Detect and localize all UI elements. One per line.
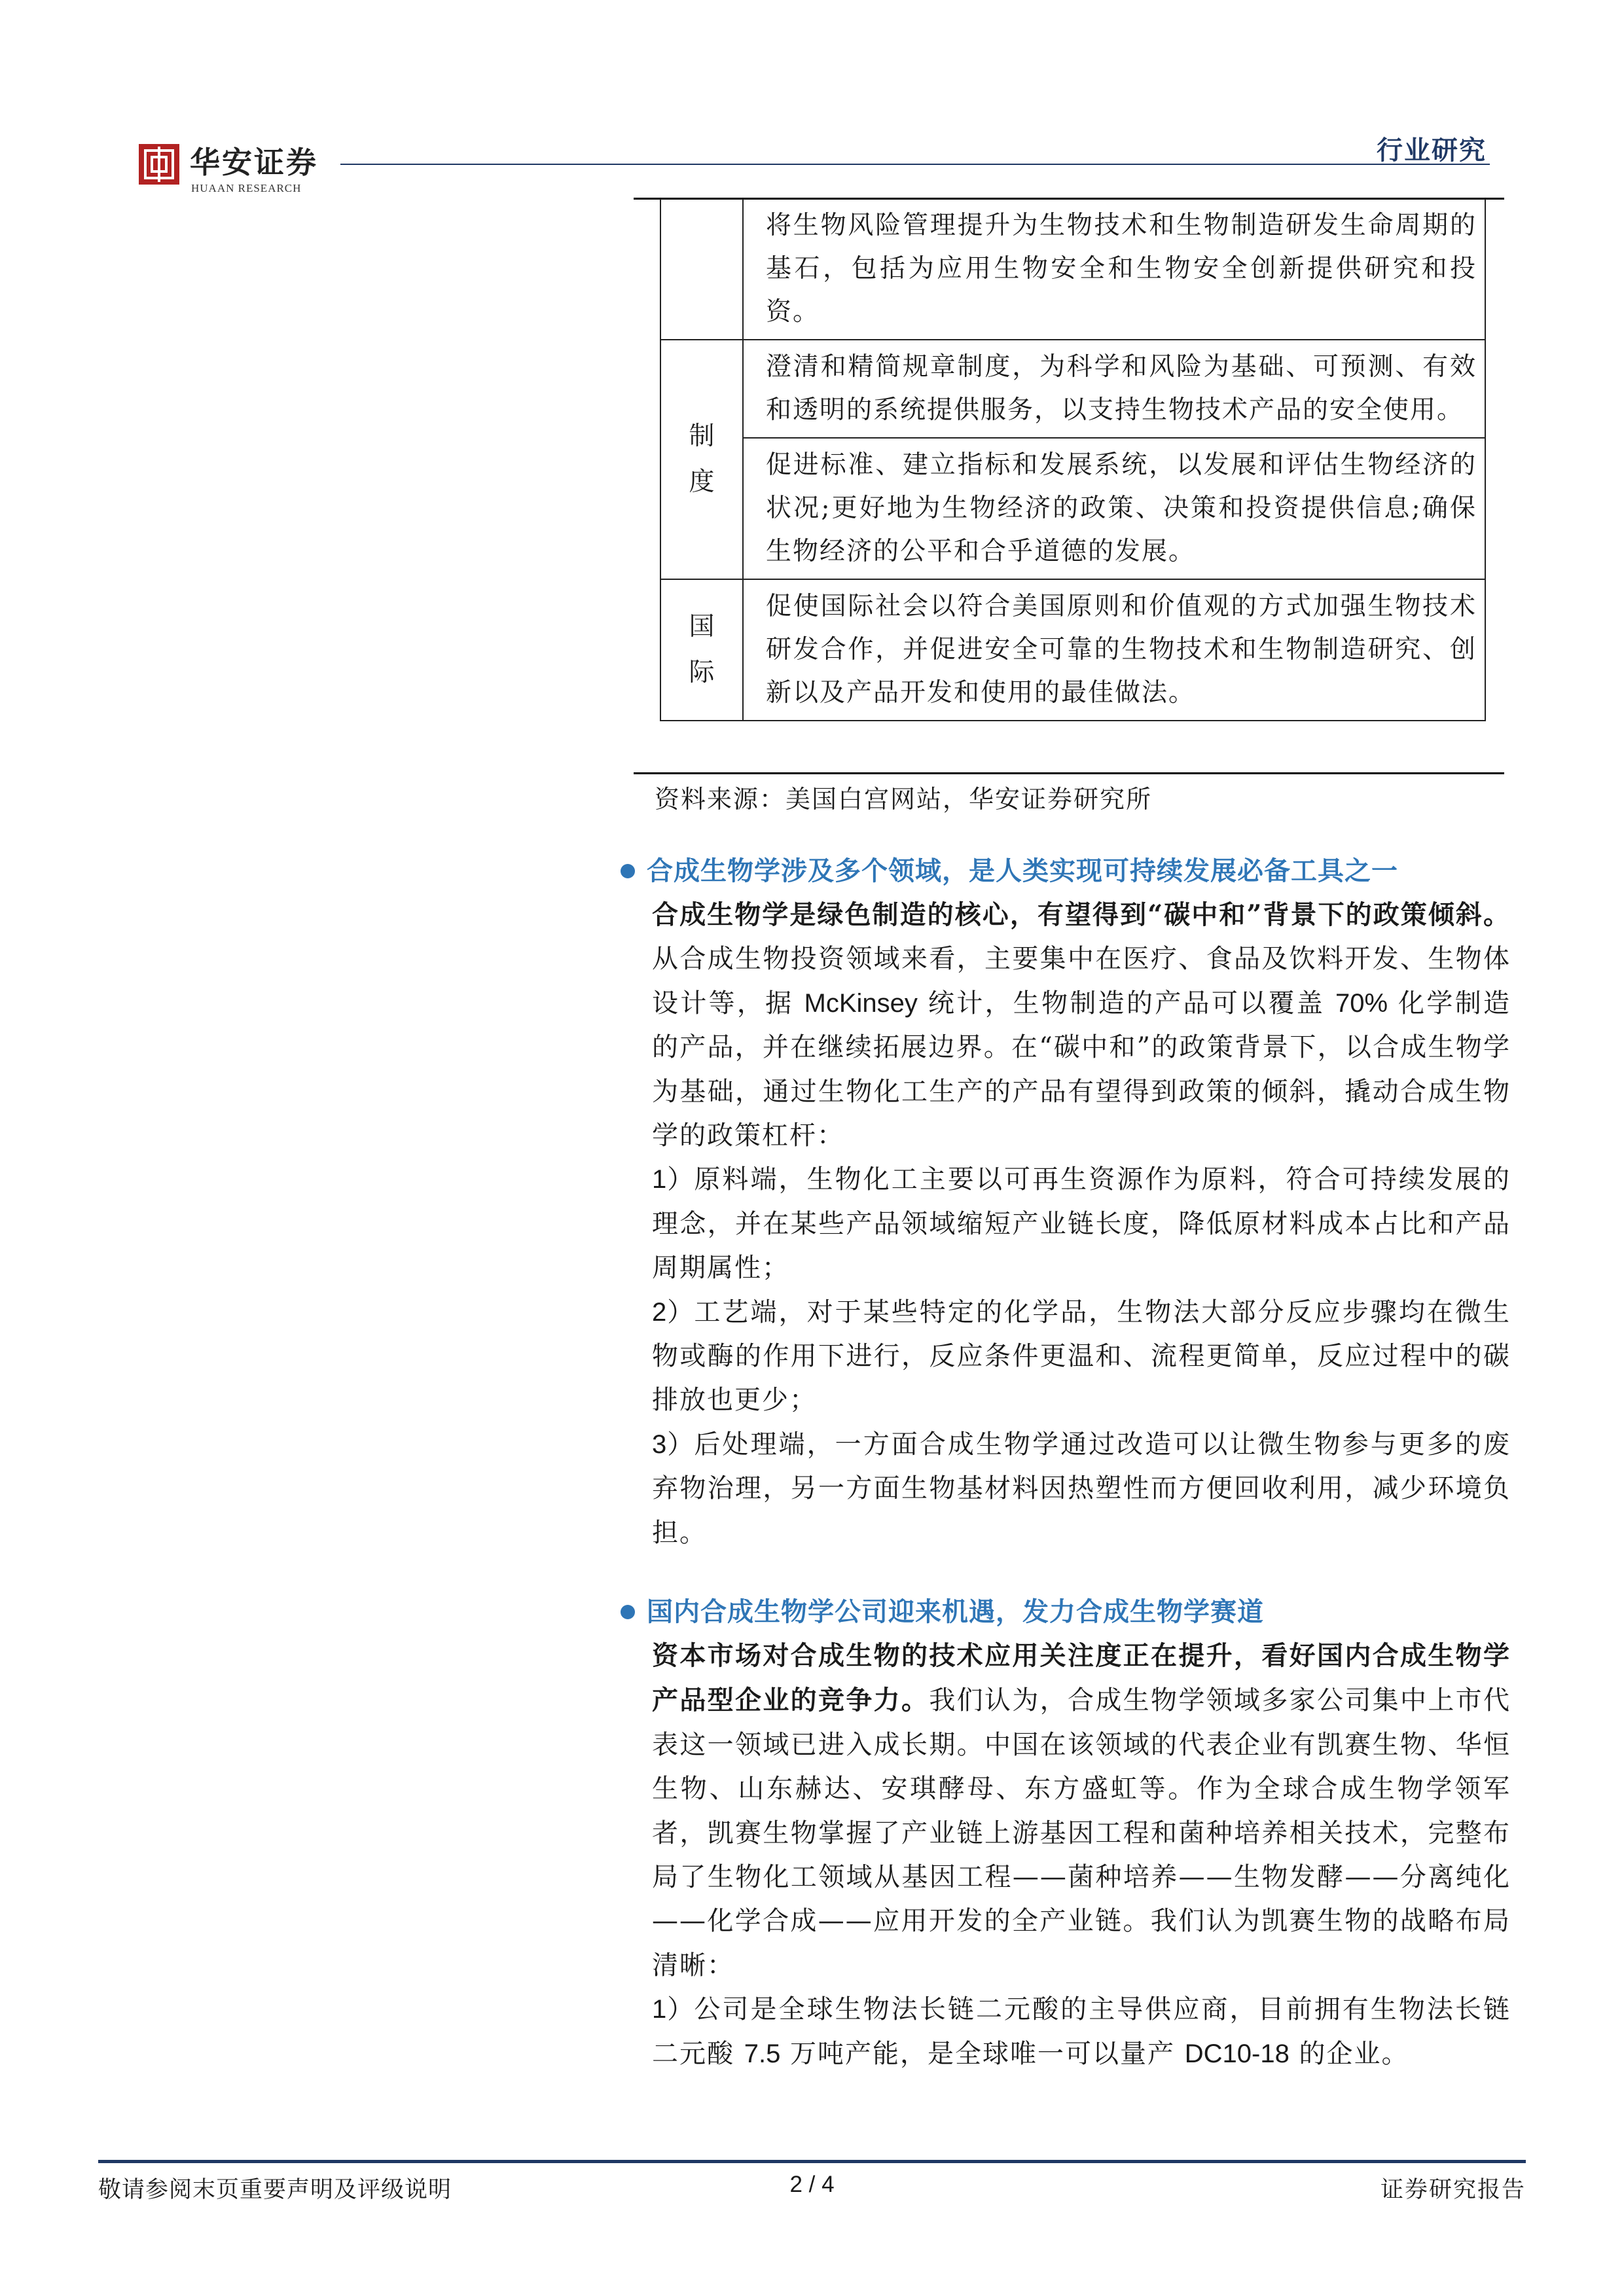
bullet-dot-icon — [621, 864, 635, 878]
section-title: 合成生物学涉及多个领域，是人类实现可持续发展必备工具之一 — [621, 850, 1511, 893]
policy-text-cell: 促使国际社会以符合美国原则和价值观的方式加强生物技术研发合作，并促进安全可靠的生物技术和生物制造研究、创新以及产品开发和使用的最佳做法。 — [743, 579, 1485, 721]
footer-rule — [98, 2160, 1526, 2163]
category-cell-guoji: 国 际 — [660, 579, 743, 721]
policy-text-cell: 促进标准、建立指标和发展系统，以发展和评估生物经济的状况;更好地为生物经济的政策、决策和投资提供信息;确保生物经济的公平和合乎道德的发展。 — [743, 438, 1485, 579]
list-item: 1）公司是全球生物法长链二元酸的主导供应商，目前拥有生物法长链二元酸 7.5 万吨产能，是全球唯一可以量产 DC10-18 的企业。 — [652, 1994, 1511, 2069]
section-green-manufacturing — [621, 850, 1511, 1555]
page-number: 2 / 4 — [789, 2172, 835, 2197]
list-item: 2）工艺端，对于某些特定的化学品，生物法大部分反应步骤均在微生物或酶的作用下进行，反应条件更温和、流程更简单，反应过程中的碳排放也更少； — [652, 1297, 1511, 1416]
table-source: 资料来源：美国白宫网站，华安证券研究所 — [655, 785, 1153, 814]
category-cell-zhidu: 制 度 — [660, 340, 743, 579]
table-row — [660, 340, 1485, 438]
section-domestic-companies — [621, 1590, 1511, 2076]
policy-text-cell: 将生物风险管理提升为生物技术和生物制造研发生命周期的基石，包括为应用生物安全和生物安全创新提供研究和投资。 — [743, 199, 1485, 340]
policy-table — [660, 199, 1486, 721]
table-bottom-rule — [634, 772, 1504, 774]
section-lead-paragraph: 合成生物学是绿色制造的核心，有望得到“碳中和”背景下的政策倾斜。从合成生物投资领域来看，主要集中在医疗、食品及饮料开发、生物体设计等，据 McKinsey 统计，生物制造的产品可以覆盖 70% 化学制造的产品，并在继续拓展边界。在“碳中和”的政策背景下，以合成生物学为基础，通过生物化工生产的产品有望得到政策的倾斜，撬动合成生物学的政策杠杆： — [652, 899, 1511, 1151]
table-row — [660, 438, 1485, 579]
section-lead-paragraph: 资本市场对合成生物的技术应用关注度正在提升，看好国内合成生物学产品型企业的竞争力。我们认为，合成生物学领域多家公司集中上市代表这一领域已进入成长期。中国在该领域的代表企业有凯赛生物、华恒生物、山东赫达、安琪酵母、东方盛虹等。作为全球合成生物学领军者，凯赛生物掌握了产业链上游基因工程和菌种培养相关技术，完整布局了生物化工领域从基因工程——菌种培养——生物发酵——分离纯化——化学合成——应用开发的全产业链。我们认为凯赛生物的战略布局清晰： — [652, 1640, 1511, 1981]
report-type: 行业研究 — [1377, 135, 1487, 166]
header-rule — [340, 164, 1490, 165]
footer-doc-type: 证券研究报告 — [1380, 2177, 1526, 2203]
footer-disclaimer: 敬请参阅末页重要声明及评级说明 — [98, 2177, 452, 2203]
section-title: 国内合成生物学公司迎来机遇，发力合成生物学赛道 — [621, 1590, 1511, 1634]
table-row — [660, 199, 1485, 340]
category-cell-blank — [660, 199, 743, 340]
brand-name: 华安证券 — [190, 145, 318, 180]
table-row — [660, 579, 1485, 721]
list-item: 3）后处理端，一方面合成生物学通过改造可以让微生物参与更多的废弃物治理，另一方面生物基材料因热塑性而方便回收利用，减少环境负担。 — [652, 1429, 1511, 1548]
policy-text-cell: 澄清和精简规章制度，为科学和风险为基础、可预测、有效和透明的系统提供服务，以支持生物技术产品的安全使用。 — [743, 340, 1485, 438]
bullet-dot-icon — [621, 1605, 635, 1619]
huaan-logo-icon — [137, 143, 181, 186]
list-item: 1）原料端，生物化工主要以可再生资源作为原料，符合可持续发展的理念，并在某些产品领域缩短产业链长度，降低原材料成本占比和产品周期属性； — [652, 1164, 1511, 1283]
brand-subtitle: HUAAN RESEARCH — [191, 182, 302, 194]
